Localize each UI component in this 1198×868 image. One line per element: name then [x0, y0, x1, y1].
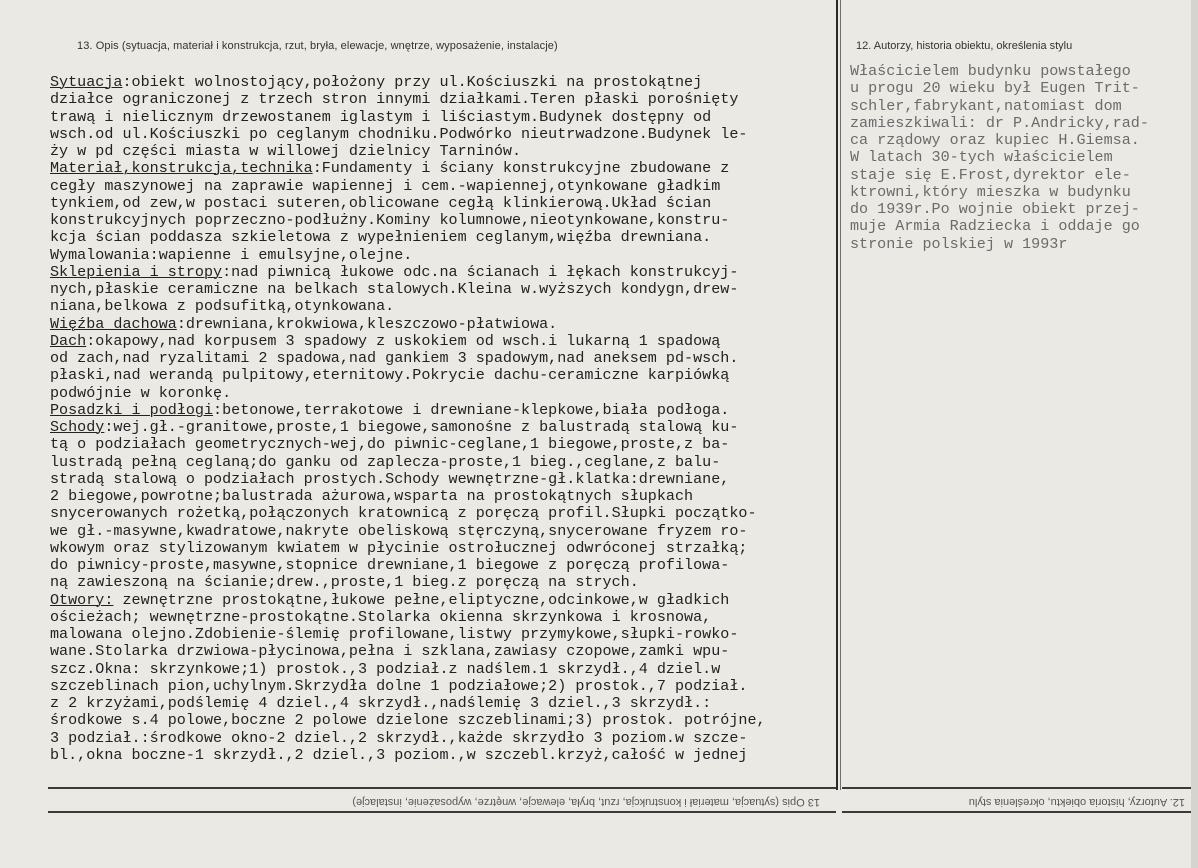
line-text: z 2 krzyżami,podślemię 4 dziel.,4 skrzydł.,nadślemię 3 dziel.,3 skrzydł.:: [50, 694, 712, 712]
description-line: [50, 350, 840, 367]
line-text: :obiekt wolnostojący,położony przy ul.Kościuszki na prostokątnej: [122, 73, 703, 91]
line-text: kcja ścian poddasza szkieletowa z wypełnieniem ceglanym,więźba drewniana.: [50, 228, 712, 247]
description-line: [50, 471, 840, 488]
line-text: cegły maszynowej na zaprawie wapiennej i cem.-wapiennej,otynkowane gładkim: [50, 176, 721, 195]
section-label: Otwory:: [50, 590, 114, 609]
line-text: środkowe s.4 polowe,boczne 2 polowe dzielone szczeblinami;3) prostok. potrójne,: [50, 711, 766, 730]
description-line: [50, 385, 840, 402]
line-text: snycerowanych rożetką,połączonych kratownicą z poręczą profil.Słupki początko-: [50, 504, 757, 523]
line-text: ży w pd części miasta w willowej dzielnicy Tarninów.: [50, 142, 522, 160]
section-13-header: 13. Opis (sytuacja, materiał i konstrukcja, rzut, bryła, elewacje, wnętrze, wyposażenie, instalacje): [77, 40, 558, 52]
description-line: [50, 126, 840, 143]
history-line: u progu 20 wieku był Eugen Trit-: [850, 79, 1140, 98]
line-text: zewnętrzne prostokątne,łukowe pełne,eliptyczne,odcinkowe,w gładkich: [113, 590, 730, 609]
description-line: [50, 160, 840, 177]
description-line: [50, 574, 840, 591]
section-label: Posadzki i podłogi: [50, 400, 214, 419]
section-label: Schody: [50, 418, 105, 436]
column-divider-secondary: [840, 0, 841, 790]
description-line: [50, 454, 840, 471]
section-label: Dach: [50, 331, 87, 350]
line-text: 3 podział.:środkowe okno-2 dziel.,2 skrzydł.,każde skrzydło 3 poziom.w szcze-: [50, 728, 748, 747]
line-text: wkowym oraz stylizowanym kwiatem w płycinie ostrołucznej odwróconej strzałką;: [50, 538, 748, 557]
line-text: płaski,nad werandą pulpitowy,eternitowy.Pokrycie dachu-ceramiczne karpiówką: [50, 366, 730, 385]
line-text: malowana olejno.Zdobienie-ślemię profilowane,listwy przymykowe,słupki-rowko-: [50, 625, 739, 643]
line-text: we gł.-masywne,kwadratowe,nakryte obeliskową stęrczyną,snycerowane fryzem ro-: [50, 521, 748, 540]
description-line: [50, 643, 840, 660]
description-line: [50, 557, 840, 574]
history-line: zamieszkiwali: dr P.Andricky,rad-: [850, 113, 1149, 132]
description-line: [50, 367, 840, 384]
line-text: nych,płaskie ceramiczne na belkach stalowych.Kleina w.wyższych kondygn,drew-: [50, 280, 739, 298]
description-line: [50, 592, 840, 609]
line-text: :betonowe,terrakotowe i drewniane-klepkowe,biała podłoga.: [213, 400, 730, 419]
description-line: [50, 747, 840, 764]
description-line: [50, 402, 840, 419]
description-line: [50, 298, 840, 315]
description-line: [50, 695, 840, 712]
history-line: staje się E.Frost,dyrektor ele-: [850, 165, 1131, 184]
mirrored-header-left: 13 Opis (sytuacja, materiał i konstrukcja, rzut, bryła, elewacje, wnętrze, wyposażenie, instalacje): [352, 796, 820, 808]
section-12-header: 12. Autorzy, historia obiektu, określenia stylu: [856, 40, 1073, 52]
line-text: szczeblinach pion,uchylnym.Skrzydła dolne 1 podziałowe;2) prostok.,7 podział.: [50, 676, 748, 695]
description-line: [50, 540, 840, 557]
description-line: [50, 281, 840, 298]
line-text: :okapowy,nad korpusem 3 spadowy z uskokiem od wsch.i lukarną 1 spadową: [86, 331, 721, 350]
history-line: muje Armia Radziecka i oddaje go: [850, 217, 1140, 236]
description-line: [50, 626, 840, 643]
description-line: [50, 143, 840, 160]
description-line: [50, 229, 840, 246]
description-line: [50, 505, 840, 522]
line-text: :wej.gł.-granitowe,proste,1 biegowe,samonośne z balustradą stalową ku-: [104, 418, 739, 436]
history-line: ca rządowy oraz kupiec H.Giemsa.: [850, 131, 1140, 149]
description-line: [50, 212, 840, 229]
line-text: wane.Stolarka drzwiowa-płycinowa,pełna i szklana,zawiasy czopowe,zamki wpu-: [50, 642, 730, 661]
line-text: tą o podziałach geometrycznych-wej,do piwnic-ceglane,1 biegowe,proste,z ba-: [50, 435, 730, 454]
line-text: wsch.od ul.Kościuszki po ceglanym chodniku.Podwórko nieutrwadzone.Budynek le-: [50, 124, 748, 143]
description-line: [50, 264, 840, 281]
line-text: od zach,nad ryzalitami 2 spadowa,nad gankiem 3 spadowym,nad aneksem pd-wsch.: [50, 349, 739, 367]
line-text: lustradą pełną ceglaną;do ganku od zaplecza-proste,1 bieg.,ceglane,z balu-: [50, 452, 721, 471]
description-line: [50, 247, 840, 264]
line-text: trawą i nielicznym drzewostanem iglastym i liściastym.Budynek dostępny od: [50, 107, 712, 126]
description-line: [50, 661, 840, 678]
description-line: [50, 195, 840, 212]
description-line: [50, 419, 840, 436]
description-line: [50, 712, 840, 729]
description-line: [50, 333, 840, 350]
line-text: ościeżach; wewnętrzne-prostokątne.Stolarka okienna skrzynkowa i krosnowa,: [50, 607, 712, 626]
section-label: Materiał,konstrukcja,technika: [50, 159, 313, 178]
line-text: niana,belkowa z podsufitką,otynkowana.: [50, 297, 395, 316]
line-text: podwójnie w koronkę.: [50, 383, 232, 402]
description-line: [50, 436, 840, 453]
line-text: działce ograniczonej z trzech stron innymi działkami.Teren płaski porośnięty: [50, 90, 739, 109]
line-text: bl.,okna boczne-1 skrzydł.,2 dziel.,3 poziom.,w szczebl.krzyż,całość w jednej: [50, 745, 748, 764]
line-text: 2 biegowe,powrotne;balustrada ażurowa,wsparta na prostokątnych słupkach: [50, 487, 694, 505]
history-line: schler,fabrykant,natomiast dom: [850, 96, 1122, 115]
line-text: Wymalowania:wapienne i emulsyjne,olejne.: [50, 245, 413, 264]
history-line: do 1939r.Po wojnie obiekt przej-: [850, 200, 1140, 218]
description-line: [50, 609, 840, 626]
history-line: Właścicielem budynku powstałego: [850, 62, 1131, 80]
history-line: ktrowni,który mieszka w budynku: [850, 182, 1131, 201]
section-label: Sytuacja: [50, 73, 123, 91]
description-line: [50, 74, 840, 91]
description-line: [50, 178, 840, 195]
description-line: [50, 109, 840, 126]
line-text: szcz.Okna: skrzynkowe;1) prostok.,3 podział.z nadślem.1 skrzydł.,4 dziel.w: [50, 659, 721, 678]
mirrored-header-right: 12. Autorzy, historia obiektu, określenia stylu: [968, 796, 1185, 808]
line-text: ną zawieszoną na ścianie;drew.,proste,1 bieg.z poręczą na strych.: [50, 573, 639, 592]
line-text: :Fundamenty i ściany konstrukcyjne zbudowane z: [312, 159, 730, 178]
line-text: stradą stalową o podziałach prostych.Schody wewnętrzne-gł.klatka:drewniane,: [50, 469, 730, 488]
description-line: [50, 91, 840, 108]
description-line: [50, 316, 840, 333]
description-text: [50, 74, 840, 764]
description-line: [50, 678, 840, 695]
section-label: Więźba dachowa: [50, 314, 177, 333]
line-text: :drewniana,krokwiowa,kleszczowo-płatwiowa.: [176, 314, 558, 333]
history-text: [850, 63, 1195, 253]
line-text: tynkiem,od zew,w postaci suteren,oblicowane cegłą klinkierową.Układ ścian: [50, 193, 712, 212]
line-text: do piwnicy-proste,masywne,stopnice drewniane,1 biegowe z poręczą profilowa-: [50, 556, 730, 574]
description-line: [50, 523, 840, 540]
section-label: Sklepienia i stropy: [50, 262, 223, 281]
description-line: [50, 488, 840, 505]
line-text: konstrukcyjnych poprzeczno-podłużny.Kominy kolumnowe,nieotynkowane,konstru-: [50, 211, 730, 229]
line-text: :nad piwnicą łukowe odc.na ścianach i łękach konstrukcyj-: [222, 262, 739, 281]
description-line: [50, 730, 840, 747]
history-line: W latach 30-tych właścicielem: [850, 148, 1113, 167]
history-line: stronie polskiej w 1993r: [850, 234, 1068, 253]
